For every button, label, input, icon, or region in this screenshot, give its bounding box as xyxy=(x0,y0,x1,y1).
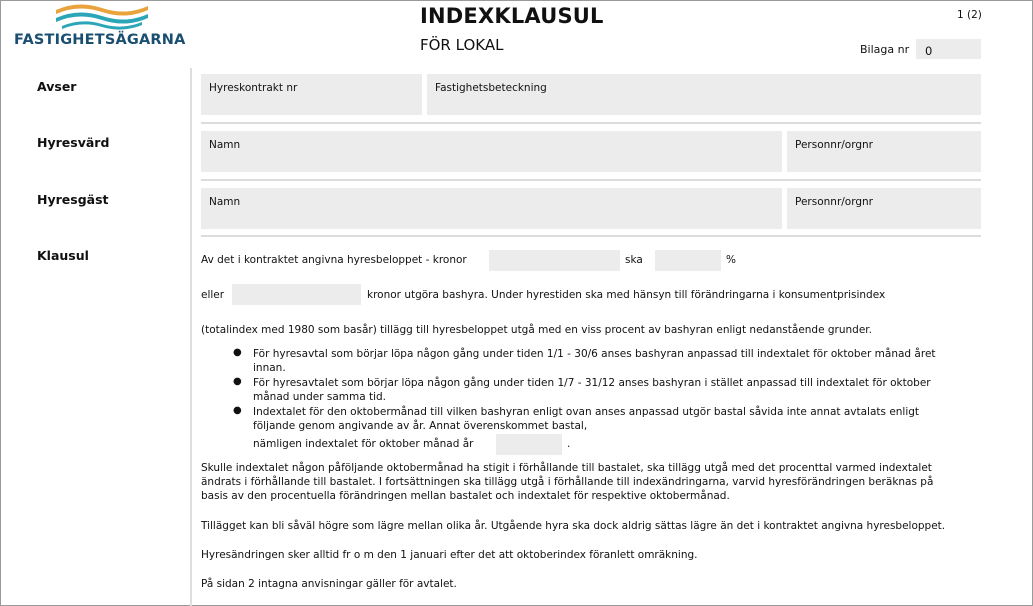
document-title: INDEXKLAUSUL xyxy=(420,4,604,28)
wave-logo-icon xyxy=(54,2,150,32)
page-number: 1 (2) xyxy=(957,9,982,21)
fastighetsagarna-logo xyxy=(14,2,184,52)
bullet3-line1: Indextalet för den oktobermånad till vilken bashyran enligt ovan anses anpassad utgör bastal såvida inte annat avtalats enligt xyxy=(253,406,920,418)
section-label-avser: Avser xyxy=(37,79,77,94)
para1-line2: ändrats i förhållande till bastalet. I fortsättningen ska tillägg utgå i förhållande till indexändringarna, varvid hyresförändringen beräknas på xyxy=(201,476,934,488)
clause-percent-sign: % xyxy=(726,254,736,266)
bullet-icon: ● xyxy=(233,405,242,416)
kronor-input[interactable] xyxy=(489,250,620,271)
para2: Tillägget kan bli såväl högre som lägre mellan olika år. Utgående hyra ska dock aldrig sättas lägre än det i kontraktet angivna hyresbeloppet. xyxy=(201,520,946,532)
section-label-klausul: Klausul xyxy=(37,248,89,263)
hyresvard-personnr-field[interactable]: Personnr/orgnr xyxy=(787,131,981,172)
bullet1-line2: innan. xyxy=(253,362,286,374)
para3: Hyresändringen sker alltid fr o m den 1 januari efter det att oktoberindex föranlett omräkning. xyxy=(201,549,698,561)
percent-input[interactable] xyxy=(655,250,721,271)
bullet-icon: ● xyxy=(233,376,242,387)
clause-line1-text: Av det i kontraktet angivna hyresbeloppet - kronor xyxy=(201,254,467,266)
fastighetsbeteckning-field[interactable]: Fastighetsbeteckning xyxy=(427,74,981,115)
section-label-hyresvard: Hyresvärd xyxy=(37,135,110,150)
hyresgast-namn-field[interactable]: Namn xyxy=(201,188,782,229)
bastal-year-input[interactable] xyxy=(496,434,562,455)
hyreskontrakt-nr-field[interactable]: Hyreskontrakt nr xyxy=(201,74,422,115)
bullet2-line1: För hyresavtalet som börjar löpa någon gång under tiden 1/7 - 31/12 anses bashyran i stället anpassad till indextalet för oktober xyxy=(253,377,931,389)
logo-wordmark: FASTIGHETSÄGARNA xyxy=(14,32,186,48)
para1-line3: basis av den procentuella förändringen mellan bastalet och indextalet för respektive oktobermånad. xyxy=(201,490,730,502)
section-divider xyxy=(201,235,981,237)
bullet3-end: . xyxy=(567,438,571,450)
section-divider xyxy=(201,179,981,181)
para4: På sidan 2 intagna anvisningar gäller för avtalet. xyxy=(201,578,457,590)
para1-line1: Skulle indextalet någon påföljande oktobermånad ha stigit i förhållande till bastalet, ska tillägg utgå med det procenttal varmed indextalet xyxy=(201,462,932,474)
bullet2-line2: månad under samma tid. xyxy=(253,391,387,403)
clause-ska-text: ska xyxy=(625,254,643,266)
bullet3-line3: nämligen indextalet för oktober månad år xyxy=(253,438,474,450)
column-divider xyxy=(190,68,192,606)
section-label-hyresgast: Hyresgäst xyxy=(37,192,109,207)
bilaga-number-field[interactable]: 0 xyxy=(916,39,981,59)
clause-line2-text: kronor utgöra bashyra. Under hyrestiden ska med hänsyn till förändringarna i konsumentprisindex xyxy=(367,289,886,301)
document-subtitle: FÖR LOKAL xyxy=(420,36,504,54)
hyresgast-personnr-field[interactable]: Personnr/orgnr xyxy=(787,188,981,229)
bashyra-kronor-input[interactable] xyxy=(232,284,361,305)
bullet1-line1: För hyresavtal som börjar löpa någon gång under tiden 1/1 - 30/6 anses bashyran anpassad till indextalet för oktober månad året xyxy=(253,348,936,360)
bullet3-line2: följande genom angivande av år. Annat överenskommet bastal, xyxy=(253,420,588,432)
bilaga-label: Bilaga nr xyxy=(860,43,910,56)
clause-line3-text: (totalindex med 1980 som basår) tillägg till hyresbeloppet utgå med en viss procent av bashyran enligt nedanstående grunder. xyxy=(201,324,873,336)
clause-eller-text: eller xyxy=(201,289,225,301)
section-divider xyxy=(201,122,981,124)
bullet-icon: ● xyxy=(233,347,242,358)
hyresvard-namn-field[interactable]: Namn xyxy=(201,131,782,172)
